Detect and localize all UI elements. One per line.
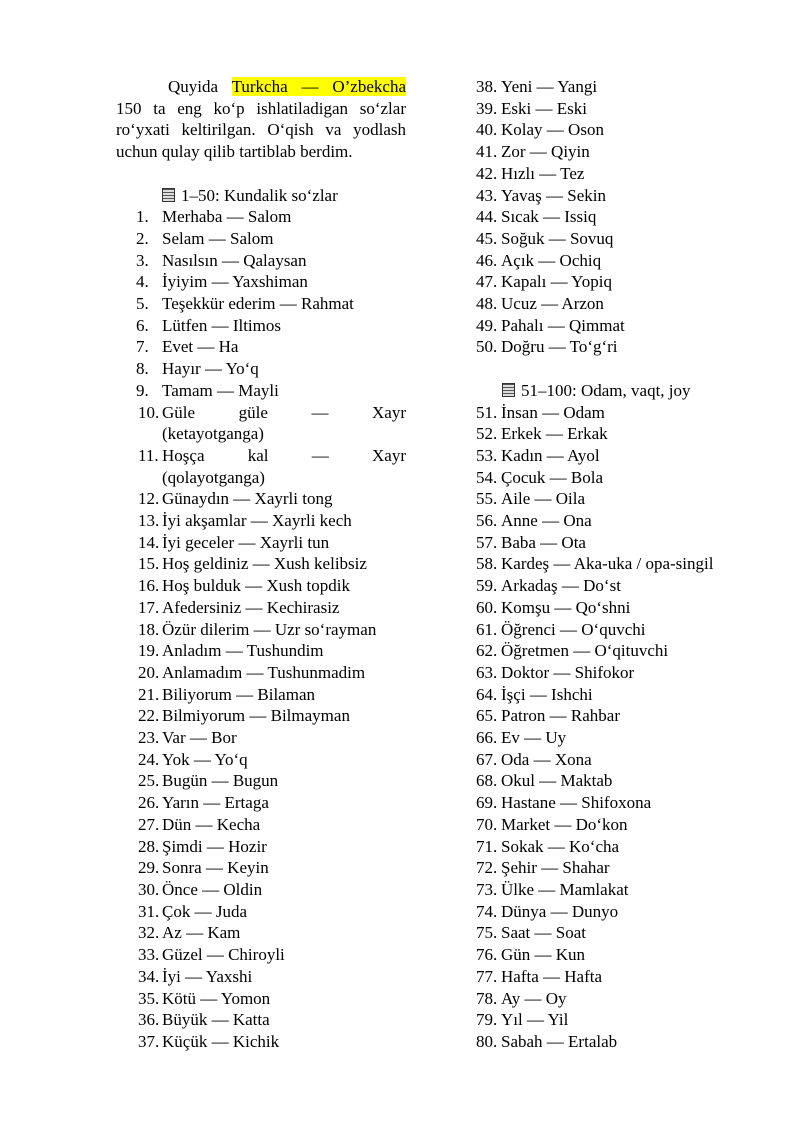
item-number: 30. xyxy=(138,880,160,899)
item-number: 39. xyxy=(476,98,498,118)
item-text: Az — Kam xyxy=(162,923,241,943)
item-text: Anladım — Tushundim xyxy=(162,641,324,661)
list-item xyxy=(476,141,776,163)
item-text: Yarın — Ertaga xyxy=(162,793,269,813)
intro-after: 150 ta eng koʻp ishlatiladigan soʻzlar roʻyxati keltirilgan. Oʻqish va yodlash uchun qulay qilib tartiblab berdim. xyxy=(116,98,406,162)
item-word: (qolayotganga) xyxy=(162,467,265,487)
item-number: 22. xyxy=(138,706,160,726)
item-number: 51. xyxy=(476,402,498,422)
item-number: 43. xyxy=(476,185,498,205)
list-item xyxy=(116,445,406,488)
list-item xyxy=(476,206,776,228)
list-item xyxy=(116,575,406,597)
item-number: 1. xyxy=(136,207,149,227)
list-item xyxy=(476,336,776,358)
item-text: Dünya — Dunyo xyxy=(501,901,619,921)
item-text: Anne — Ona xyxy=(501,511,592,531)
list-item xyxy=(476,662,776,684)
list-item xyxy=(476,792,776,814)
list-item xyxy=(476,1009,776,1031)
item-number: 54. xyxy=(476,467,498,487)
item-text: İşçi — Ishchi xyxy=(501,684,593,704)
item-number: 9. xyxy=(136,380,149,400)
item-number: 53. xyxy=(476,445,498,465)
document-icon xyxy=(162,188,175,202)
list-item xyxy=(116,944,406,966)
item-number: 7. xyxy=(136,337,149,357)
item-number: 17. xyxy=(138,597,160,617)
item-number: 64. xyxy=(476,684,498,704)
list-item xyxy=(116,857,406,879)
item-number: 27. xyxy=(138,814,160,834)
item-number: 2. xyxy=(136,228,149,248)
item-number: 38. xyxy=(476,77,498,96)
item-number: 44. xyxy=(476,207,498,227)
list-item xyxy=(116,966,406,988)
section-1-heading-text: 1–50: Kundalik soʻzlar xyxy=(181,185,338,205)
list-item xyxy=(116,402,406,445)
item-number: 5. xyxy=(136,294,149,314)
list-item xyxy=(116,792,406,814)
item-text: Teşekkür ederim — Rahmat xyxy=(162,294,354,314)
item-text: Baba — Ota xyxy=(501,532,586,552)
item-text: Merhaba — Salom xyxy=(162,207,292,227)
list-item xyxy=(476,901,776,923)
item-number: 58. xyxy=(476,554,498,574)
item-number: 40. xyxy=(476,120,498,140)
list-item xyxy=(116,488,406,510)
item-text: Hoş geldiniz — Xush kelibsiz xyxy=(162,554,367,574)
item-word: Güle xyxy=(162,402,196,422)
item-text xyxy=(162,402,406,445)
item-number: 57. xyxy=(476,532,498,552)
list-item xyxy=(476,119,776,141)
item-text: Öğrenci — Oʻquvchi xyxy=(501,619,646,639)
item-number: 74. xyxy=(476,901,498,921)
list-item xyxy=(476,488,776,510)
item-text: Aile — Oila xyxy=(501,489,586,509)
item-number: 65. xyxy=(476,706,498,726)
item-number: 77. xyxy=(476,966,498,986)
intro-before: Quyida xyxy=(168,77,232,96)
item-number: 80. xyxy=(476,1031,498,1051)
left-column xyxy=(116,76,406,1053)
list-item xyxy=(116,879,406,901)
item-word: — xyxy=(311,402,329,422)
item-text: Büyük — Katta xyxy=(162,1010,270,1030)
list-item xyxy=(476,315,776,337)
item-number: 8. xyxy=(136,359,149,379)
item-text: Kadın — Ayol xyxy=(501,445,600,465)
item-number: 21. xyxy=(138,684,160,704)
list-item xyxy=(116,597,406,619)
item-text: Şehir — Shahar xyxy=(501,858,610,878)
item-number: 72. xyxy=(476,858,498,878)
item-number: 46. xyxy=(476,250,498,270)
item-text: Eski — Eski xyxy=(501,98,587,118)
list-item xyxy=(116,553,406,575)
item-number: 6. xyxy=(136,315,149,335)
item-text: Gün — Kun xyxy=(501,945,586,965)
list-item xyxy=(116,358,406,380)
list-item xyxy=(116,510,406,532)
item-word: Xayr xyxy=(372,402,406,422)
list-item xyxy=(476,575,776,597)
word-list-1-50 xyxy=(116,206,406,1052)
item-number: 63. xyxy=(476,662,498,682)
item-text: Kardeş — Aka-uka / opa-singil xyxy=(501,554,714,574)
right-column xyxy=(476,76,776,1053)
item-word: Hoşça xyxy=(162,445,205,465)
intro-paragraph xyxy=(116,76,406,163)
item-number: 76. xyxy=(476,945,498,965)
item-text: İyi — Yaxshi xyxy=(162,966,253,986)
item-text: Günaydın — Xayrli tong xyxy=(162,489,333,509)
item-text: Hafta — Hafta xyxy=(501,966,603,986)
item-number: 4. xyxy=(136,272,149,292)
list-item xyxy=(476,836,776,858)
item-number: 18. xyxy=(138,619,160,639)
item-text: Pahalı — Qimmat xyxy=(501,315,625,335)
item-number: 59. xyxy=(476,576,498,596)
item-text: Evet — Ha xyxy=(162,337,239,357)
list-item xyxy=(116,250,406,272)
list-item xyxy=(476,163,776,185)
list-item xyxy=(116,336,406,358)
list-item xyxy=(476,185,776,207)
item-number: 48. xyxy=(476,294,498,314)
item-text: Açık — Ochiq xyxy=(501,250,602,270)
item-text: Var — Bor xyxy=(162,728,237,748)
section-2-heading xyxy=(476,380,776,402)
item-number: 60. xyxy=(476,597,498,617)
list-item xyxy=(116,814,406,836)
item-number: 10. xyxy=(138,402,160,422)
item-number: 37. xyxy=(138,1031,160,1051)
item-text: Afedersiniz — Kechirasiz xyxy=(162,597,340,617)
item-number: 15. xyxy=(138,554,160,574)
item-number: 24. xyxy=(138,749,160,769)
list-item xyxy=(116,380,406,402)
item-number: 61. xyxy=(476,619,498,639)
item-number: 70. xyxy=(476,814,498,834)
section-2-heading-text: 51–100: Odam, vaqt, joy xyxy=(521,380,691,400)
item-text: Küçük — Kichik xyxy=(162,1031,280,1051)
list-item xyxy=(476,684,776,706)
item-number: 35. xyxy=(138,988,160,1008)
item-text: Kolay — Oson xyxy=(501,120,604,140)
item-number: 42. xyxy=(476,163,498,183)
item-text: Nasılsın — Qalaysan xyxy=(162,250,307,270)
item-number: 25. xyxy=(138,771,160,791)
list-item xyxy=(476,857,776,879)
item-text: Kötü — Yomon xyxy=(162,988,271,1008)
item-text: Yıl — Yil xyxy=(501,1010,569,1030)
item-number: 68. xyxy=(476,771,498,791)
list-item xyxy=(476,532,776,554)
item-text: Arkadaş — Doʻst xyxy=(501,576,621,596)
item-number: 36. xyxy=(138,1010,160,1030)
list-item xyxy=(476,228,776,250)
item-word: — xyxy=(311,445,329,465)
item-text: Ucuz — Arzon xyxy=(501,294,604,314)
item-word: Xayr xyxy=(372,445,406,465)
item-text: Hayır — Yoʻq xyxy=(162,359,259,379)
item-text: Doktor — Shifokor xyxy=(501,662,635,682)
item-text: Selam — Salom xyxy=(162,228,274,248)
item-number: 19. xyxy=(138,641,160,661)
list-item xyxy=(116,705,406,727)
list-item xyxy=(476,76,776,98)
list-item xyxy=(116,770,406,792)
item-number: 75. xyxy=(476,923,498,943)
item-number: 52. xyxy=(476,424,498,444)
item-number: 23. xyxy=(138,728,160,748)
list-item xyxy=(476,402,776,424)
item-number: 55. xyxy=(476,489,498,509)
item-word: kal xyxy=(247,445,269,465)
item-word: (ketayotganga) xyxy=(162,424,264,444)
item-text: Patron — Rahbar xyxy=(501,706,620,726)
list-item xyxy=(116,922,406,944)
item-number: 33. xyxy=(138,945,160,965)
list-item xyxy=(476,770,776,792)
item-number: 47. xyxy=(476,272,498,292)
item-text: Sıcak — Issiq xyxy=(501,207,597,227)
item-number: 78. xyxy=(476,988,498,1008)
list-item xyxy=(476,293,776,315)
list-item xyxy=(116,271,406,293)
item-number: 50. xyxy=(476,337,498,357)
item-text: Yok — Yoʻq xyxy=(162,749,248,769)
item-text: Çok — Juda xyxy=(162,901,247,921)
list-item xyxy=(476,423,776,445)
item-number: 16. xyxy=(138,576,160,596)
item-text: Tamam — Mayli xyxy=(162,380,279,400)
list-item xyxy=(116,293,406,315)
item-number: 32. xyxy=(138,923,160,943)
list-item xyxy=(476,271,776,293)
item-text: Bugün — Bugun xyxy=(162,771,279,791)
item-text: Ülke — Mamlakat xyxy=(501,880,629,899)
item-number: 45. xyxy=(476,228,498,248)
item-text: Hızlı — Tez xyxy=(501,163,585,183)
item-number: 26. xyxy=(138,793,160,813)
item-number: 62. xyxy=(476,641,498,661)
list-item xyxy=(476,98,776,120)
item-text: Sonra — Keyin xyxy=(162,858,269,878)
item-number: 66. xyxy=(476,728,498,748)
list-item xyxy=(476,944,776,966)
word-list-51-100 xyxy=(476,402,776,1053)
list-item xyxy=(116,619,406,641)
item-text: Anlamadım — Tushunmadim xyxy=(162,662,366,682)
item-text xyxy=(162,445,406,488)
item-text: Doğru — Toʻgʻri xyxy=(501,337,618,357)
list-item xyxy=(116,1031,406,1053)
list-item xyxy=(476,988,776,1010)
item-text: İyi akşamlar — Xayrli kech xyxy=(162,511,352,531)
list-item xyxy=(476,727,776,749)
item-number: 29. xyxy=(138,858,160,878)
list-item xyxy=(116,315,406,337)
item-text: Soğuk — Sovuq xyxy=(501,228,614,248)
list-item xyxy=(476,467,776,489)
item-number: 79. xyxy=(476,1010,498,1030)
list-item xyxy=(116,662,406,684)
document-icon xyxy=(502,383,515,397)
list-item xyxy=(476,749,776,771)
item-number: 31. xyxy=(138,901,160,921)
item-text: Dün — Kecha xyxy=(162,814,261,834)
list-item xyxy=(116,836,406,858)
item-text: Yeni — Yangi xyxy=(501,77,598,96)
list-item xyxy=(476,640,776,662)
item-text: Sabah — Ertalab xyxy=(501,1031,618,1051)
list-item xyxy=(116,988,406,1010)
item-text: Ev — Uy xyxy=(501,728,567,748)
item-number: 67. xyxy=(476,749,498,769)
item-text: Yavaş — Sekin xyxy=(501,185,607,205)
list-item xyxy=(476,1031,776,1053)
item-text: Önce — Oldin xyxy=(162,880,263,899)
list-item xyxy=(476,966,776,988)
list-item xyxy=(476,445,776,467)
item-number: 20. xyxy=(138,662,160,682)
item-text: Ay — Oy xyxy=(501,988,567,1008)
list-item xyxy=(476,922,776,944)
list-item xyxy=(476,879,776,901)
item-number: 12. xyxy=(138,489,160,509)
item-text: Saat — Soat xyxy=(501,923,586,943)
item-number: 56. xyxy=(476,511,498,531)
item-number: 41. xyxy=(476,142,498,162)
item-text: Okul — Maktab xyxy=(501,771,613,791)
list-item xyxy=(476,250,776,272)
item-text: İnsan — Odam xyxy=(501,402,605,422)
item-text: İyi geceler — Xayrli tun xyxy=(162,532,330,552)
list-item xyxy=(476,814,776,836)
item-text: Biliyorum — Bilaman xyxy=(162,684,315,704)
item-text: Çocuk — Bola xyxy=(501,467,603,487)
intro-highlight: Turkcha — O’zbekcha xyxy=(231,77,406,96)
item-text: Sokak — Koʻcha xyxy=(501,836,620,856)
item-text: Bilmiyorum — Bilmayman xyxy=(162,706,350,726)
list-item xyxy=(116,228,406,250)
item-number: 13. xyxy=(138,511,160,531)
item-text: Şimdi — Hozir xyxy=(162,836,267,856)
list-item xyxy=(476,553,776,575)
word-list-38-50 xyxy=(476,76,776,358)
list-item xyxy=(116,206,406,228)
item-number: 34. xyxy=(138,966,160,986)
item-text: Güzel — Chiroyli xyxy=(162,945,285,965)
item-number: 28. xyxy=(138,836,160,856)
list-item xyxy=(476,510,776,532)
item-text: İyiyim — Yaxshiman xyxy=(162,272,308,292)
item-text: Oda — Xona xyxy=(501,749,592,769)
item-text: Komşu — Qoʻshni xyxy=(501,597,631,617)
item-number: 69. xyxy=(476,793,498,813)
list-item xyxy=(476,705,776,727)
section-1-heading xyxy=(116,185,406,207)
list-item xyxy=(116,640,406,662)
item-text: Özür dilerim — Uzr soʻrayman xyxy=(162,619,377,639)
list-item xyxy=(116,684,406,706)
item-text: Hoş bulduk — Xush topdik xyxy=(162,576,350,596)
item-number: 14. xyxy=(138,532,160,552)
item-number: 49. xyxy=(476,315,498,335)
list-item xyxy=(116,727,406,749)
item-text: Lütfen — Iltimos xyxy=(162,315,281,335)
item-text: Hastane — Shifoxona xyxy=(501,793,652,813)
item-number: 11. xyxy=(138,445,159,465)
item-word: güle xyxy=(238,402,268,422)
item-number: 3. xyxy=(136,250,149,270)
item-text: Market — Doʻkon xyxy=(501,814,628,834)
list-item xyxy=(476,619,776,641)
list-item xyxy=(476,597,776,619)
list-item xyxy=(116,901,406,923)
item-text: Erkek — Erkak xyxy=(501,424,608,444)
list-item xyxy=(116,1009,406,1031)
item-number: 71. xyxy=(476,836,498,856)
item-text: Öğretmen — Oʻqituvchi xyxy=(501,641,669,661)
list-item xyxy=(116,532,406,554)
item-text: Kapalı — Yopiq xyxy=(501,272,612,292)
item-number: 73. xyxy=(476,880,498,899)
item-text: Zor — Qiyin xyxy=(501,142,590,162)
list-item xyxy=(116,749,406,771)
